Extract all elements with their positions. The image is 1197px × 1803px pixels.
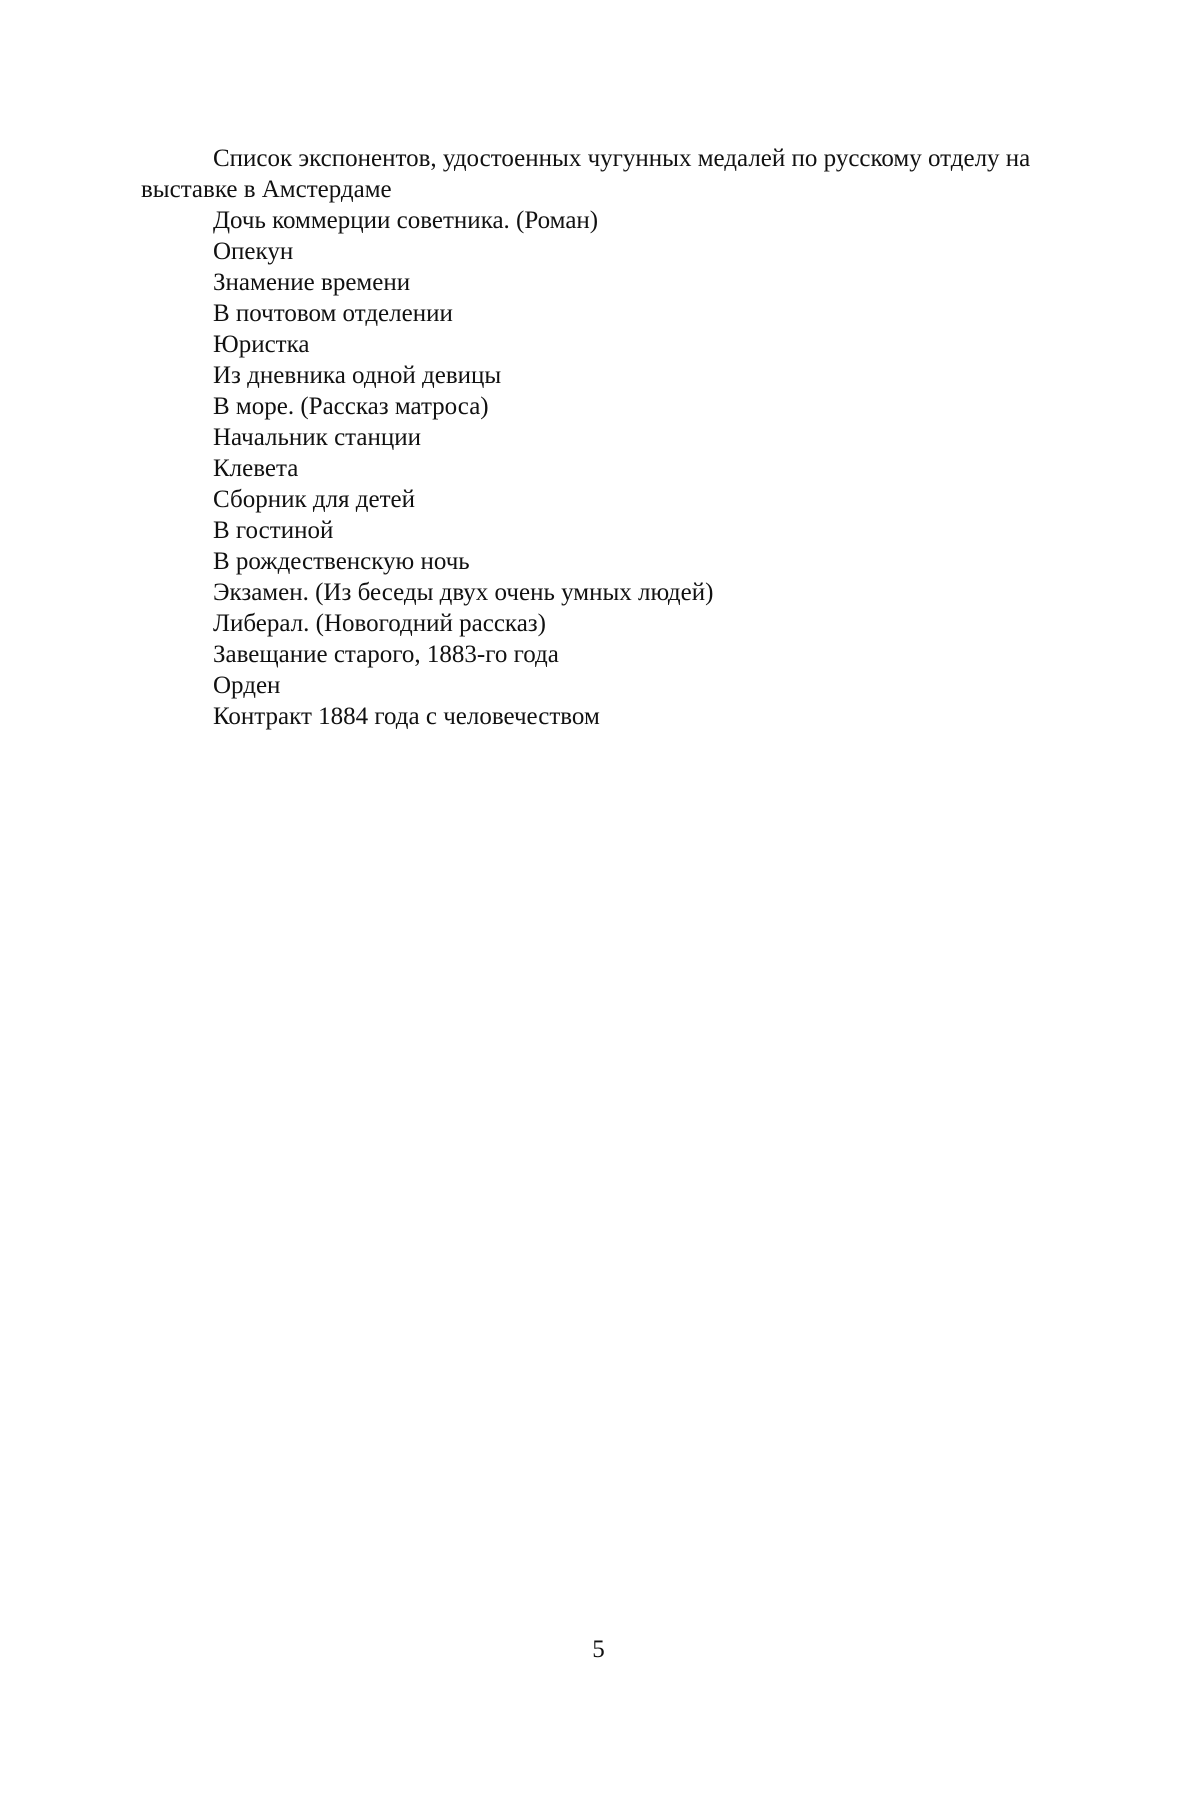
list-item: В рождественскую ночь [213,548,470,575]
list-item-first-line2: выставке в Амстердаме [141,176,392,203]
list-item: Юристка [213,331,310,358]
list-item: Дочь коммерции советника. (Роман) [213,207,599,234]
contents-list [141,143,1077,732]
list-item: Сборник для детей [213,486,416,513]
list-item: Клевета [213,455,299,482]
list-item: В гостиной [213,517,334,544]
list-item: Контракт 1884 года с человечеством [213,703,600,730]
list-item: Либерал. (Новогодний рассказ) [213,610,546,637]
list-item: Из дневника одной девицы [213,362,502,389]
list-item-first [141,143,1077,205]
list-item: В море. (Рассказ матроса) [213,393,489,420]
list-item-first-line1: Список экспонентов, удостоенных чугунных медалей по русскому отделу на [213,145,1031,172]
list-item: Опекун [213,238,294,265]
list-item: В почтовом отделении [213,300,453,327]
list-item: Знамение времени [213,269,411,296]
page-number: 5 [592,1636,605,1663]
list-item: Начальник станции [213,424,422,451]
list-item: Завещание старого, 1883-го года [213,641,559,668]
list-item: Орден [213,672,281,699]
list-item: Экзамен. (Из беседы двух очень умных людей) [213,579,714,606]
